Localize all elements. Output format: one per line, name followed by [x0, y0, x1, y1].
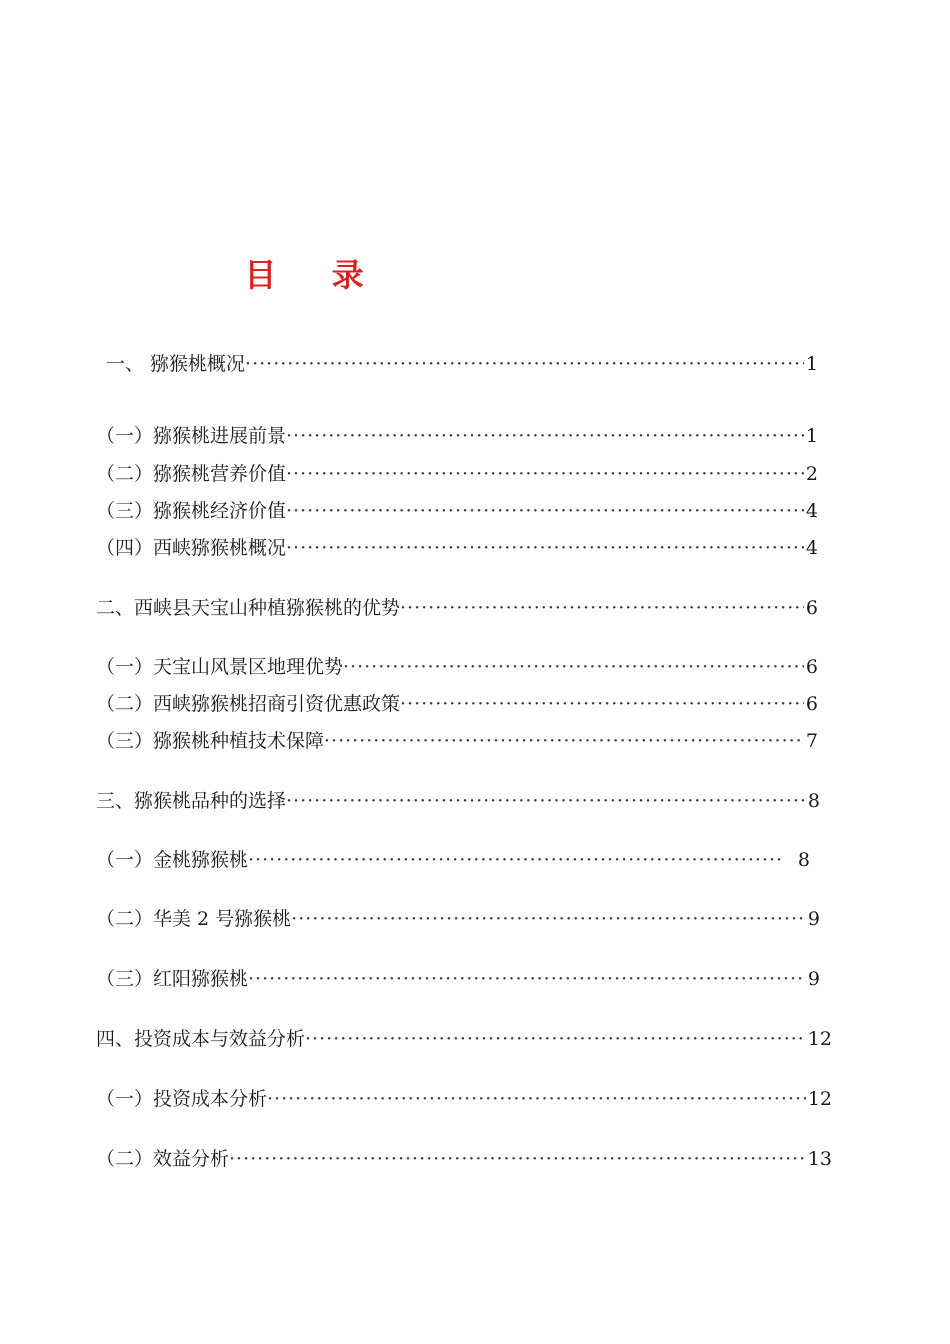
toc-entry-page: 8	[797, 849, 810, 871]
toc-entry-label: （一）猕猴桃进展前景	[96, 425, 287, 447]
toc-entry-label: （四）西峡猕猴桃概况	[96, 537, 287, 559]
toc-entry[interactable]	[96, 787, 820, 815]
toc-entry-page: 6	[805, 597, 818, 619]
toc-entry[interactable]	[106, 350, 818, 378]
toc-entry-page: 2	[805, 463, 818, 485]
toc-entry[interactable]	[96, 497, 818, 525]
toc-entry-page: 1	[805, 425, 818, 447]
toc-leader	[324, 727, 804, 755]
toc-leader	[305, 1025, 806, 1053]
toc-entry-label: （二）效益分析	[96, 1148, 230, 1170]
toc-entry-page: 8	[807, 790, 820, 812]
toc-entry-page: 9	[807, 908, 820, 930]
toc-entry[interactable]	[96, 653, 818, 681]
toc-entry-label: （三）猕猴桃种植技术保障	[96, 730, 325, 752]
toc-entry-page: 13	[807, 1148, 832, 1170]
toc-entry[interactable]	[96, 460, 818, 488]
toc-entry-label: （二）西峡猕猴桃招商引资优惠政策	[96, 693, 401, 715]
toc-leader	[286, 534, 804, 562]
toc-leader	[286, 497, 804, 525]
toc-entry-label: （一）投资成本分析	[96, 1088, 268, 1110]
toc-leader	[291, 905, 806, 933]
toc-entry-label: （二）华美 2 号猕猴桃	[96, 908, 292, 930]
toc-leader	[286, 460, 804, 488]
toc-leader	[343, 653, 804, 681]
toc-entry[interactable]	[96, 905, 820, 933]
toc-title: 目 录	[244, 256, 386, 294]
toc-leader	[229, 1145, 806, 1173]
toc-leader	[400, 690, 804, 718]
toc-leader	[286, 787, 806, 815]
toc-entry-label: 二、西峡县天宝山种植猕猴桃的优势	[96, 597, 401, 619]
toc-entry[interactable]	[96, 1025, 832, 1053]
toc-entry-page: 4	[805, 537, 818, 559]
toc-entry-page: 9	[807, 968, 820, 990]
toc-leader	[245, 350, 804, 378]
toc-entry-page: 1	[805, 353, 818, 375]
toc-entry-label: 三、猕猴桃品种的选择	[96, 790, 287, 812]
toc-entry[interactable]	[96, 594, 818, 622]
toc-entry-page: 4	[805, 500, 818, 522]
toc-leader	[248, 965, 806, 993]
toc-entry-label: 一、 猕猴桃概况	[106, 353, 246, 375]
toc-entry-label: （三）猕猴桃经济价值	[96, 500, 287, 522]
toc-entry-label: （一）天宝山风景区地理优势	[96, 656, 344, 678]
toc-entry[interactable]	[96, 1145, 832, 1173]
toc-entry-page: 12	[807, 1028, 832, 1050]
toc-entry-page: 7	[805, 730, 818, 752]
toc-leader	[286, 422, 804, 450]
toc-entry[interactable]	[96, 727, 818, 755]
toc-leader	[400, 594, 804, 622]
toc-entry-label: （一）金桃猕猴桃	[96, 849, 249, 871]
toc-entry[interactable]	[96, 1085, 832, 1113]
toc-leader	[267, 1085, 806, 1113]
toc-leader	[248, 846, 782, 874]
toc-entry[interactable]	[96, 690, 818, 718]
toc-entry-page: 6	[805, 656, 818, 678]
toc-entry[interactable]	[96, 846, 810, 874]
toc-entry[interactable]	[96, 534, 818, 562]
toc-entry-page: 6	[805, 693, 818, 715]
toc-entry-page: 12	[807, 1088, 832, 1110]
toc-entry[interactable]	[96, 422, 818, 450]
toc-entry[interactable]	[96, 965, 820, 993]
toc-entry-label: （三）红阳猕猴桃	[96, 968, 249, 990]
toc-entry-label: （二）猕猴桃营养价值	[96, 463, 287, 485]
toc-entry-label: 四、投资成本与效益分析	[96, 1028, 306, 1050]
